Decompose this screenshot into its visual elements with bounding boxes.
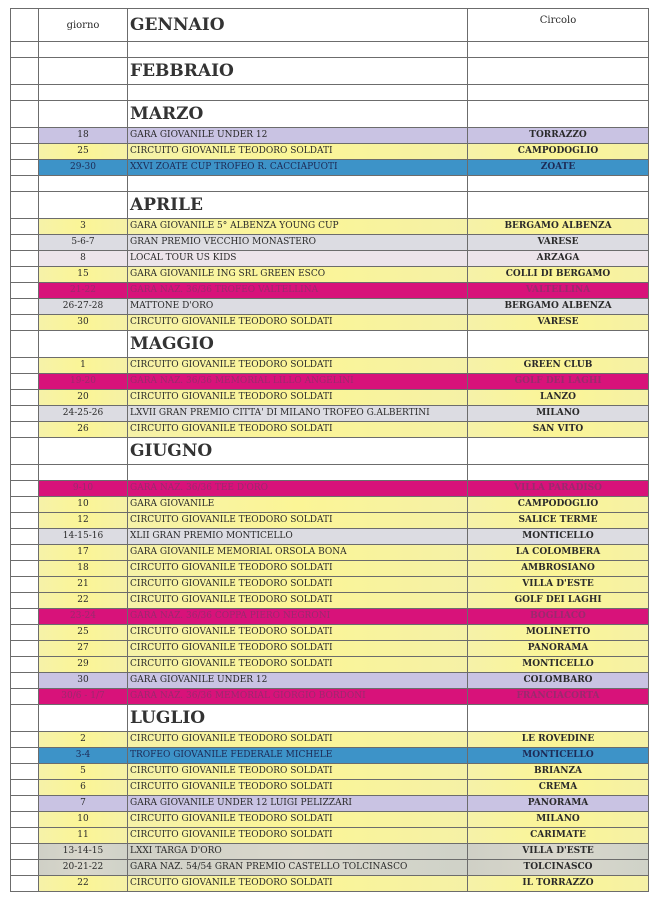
- empty-cell: [128, 42, 468, 58]
- event-day: 7: [39, 796, 128, 812]
- event-day: 12: [39, 513, 128, 529]
- event-row: [11, 235, 649, 251]
- event-club: IL TORRAZZO: [468, 876, 649, 892]
- empty-cell: [128, 85, 468, 101]
- event-club: MILANO: [468, 406, 649, 422]
- event-row: [11, 144, 649, 160]
- empty-cell: [11, 85, 39, 101]
- month-name: APRILE: [128, 192, 468, 219]
- event-name: CIRCUITO GIOVANILE TEODORO SOLDATI: [128, 812, 468, 828]
- event-name: MATTONE D'ORO: [128, 299, 468, 315]
- event-row: [11, 219, 649, 235]
- empty-cell: [39, 85, 128, 101]
- event-name: CIRCUITO GIOVANILE TEODORO SOLDATI: [128, 876, 468, 892]
- event-club: PANORAMA: [468, 796, 649, 812]
- empty-cell: [11, 593, 39, 609]
- empty-cell: [11, 144, 39, 160]
- empty-cell: [39, 42, 128, 58]
- event-name: CIRCUITO GIOVANILE TEODORO SOLDATI: [128, 657, 468, 673]
- event-day: 25: [39, 625, 128, 641]
- empty-cell: [11, 128, 39, 144]
- event-day: 20-21-22: [39, 860, 128, 876]
- event-row: [11, 267, 649, 283]
- event-name: CIRCUITO GIOVANILE TEODORO SOLDATI: [128, 422, 468, 438]
- event-club: VARESE: [468, 235, 649, 251]
- event-day: 22: [39, 876, 128, 892]
- event-club: VALTELLINA: [468, 283, 649, 299]
- event-day: 10: [39, 497, 128, 513]
- spacer-row: [11, 465, 649, 481]
- empty-cell: [11, 796, 39, 812]
- month-header-row: [11, 331, 649, 358]
- spacer-row: [11, 85, 649, 101]
- empty-cell: [11, 609, 39, 625]
- event-row: [11, 764, 649, 780]
- event-club: CAMPODOGLIO: [468, 497, 649, 513]
- event-day: 27: [39, 641, 128, 657]
- empty-cell: [11, 422, 39, 438]
- empty-cell: [11, 860, 39, 876]
- event-row: [11, 497, 649, 513]
- event-club: VARESE: [468, 315, 649, 331]
- event-club: VILLA D'ESTE: [468, 577, 649, 593]
- event-club: GOLF DEI LAGHI: [468, 593, 649, 609]
- event-row: [11, 625, 649, 641]
- event-name: XLII GRAN PREMIO MONTICELLO: [128, 529, 468, 545]
- event-day: 18: [39, 561, 128, 577]
- empty-cell: [11, 438, 39, 465]
- empty-cell: [11, 641, 39, 657]
- event-club: MOLINETTO: [468, 625, 649, 641]
- event-row: [11, 481, 649, 497]
- event-day: 22: [39, 593, 128, 609]
- event-name: LOCAL TOUR US KIDS: [128, 251, 468, 267]
- event-club: ZOATE: [468, 160, 649, 176]
- event-name: CIRCUITO GIOVANILE TEODORO SOLDATI: [128, 625, 468, 641]
- event-club: BERGAMO ALBENZA: [468, 299, 649, 315]
- event-row: [11, 609, 649, 625]
- event-club: ARZAGA: [468, 251, 649, 267]
- event-day: 3-4: [39, 748, 128, 764]
- event-row: [11, 299, 649, 315]
- event-day: 6: [39, 780, 128, 796]
- empty-cell: [11, 176, 39, 192]
- event-name: LXVII GRAN PREMIO CITTA' DI MILANO TROFEO G.ALBERTINI: [128, 406, 468, 422]
- event-day: 26-27-28: [39, 299, 128, 315]
- event-row: [11, 529, 649, 545]
- empty-cell: [11, 732, 39, 748]
- empty-cell: [11, 689, 39, 705]
- month-name: MAGGIO: [128, 331, 468, 358]
- empty-cell: [468, 42, 649, 58]
- event-name: CIRCUITO GIOVANILE TEODORO SOLDATI: [128, 577, 468, 593]
- empty-cell: [39, 705, 128, 732]
- event-row: [11, 390, 649, 406]
- empty-cell: [11, 465, 39, 481]
- empty-cell: [11, 481, 39, 497]
- empty-cell: [11, 235, 39, 251]
- empty-cell: [39, 176, 128, 192]
- empty-cell: [11, 764, 39, 780]
- event-day: 19-20: [39, 374, 128, 390]
- event-day: 21: [39, 577, 128, 593]
- event-row: [11, 513, 649, 529]
- event-row: [11, 812, 649, 828]
- event-row: [11, 673, 649, 689]
- empty-cell: [39, 331, 128, 358]
- empty-cell: [11, 673, 39, 689]
- event-row: [11, 780, 649, 796]
- month-header-row: [11, 58, 649, 85]
- event-name: CIRCUITO GIOVANILE TEODORO SOLDATI: [128, 593, 468, 609]
- empty-cell: [468, 192, 649, 219]
- empty-cell: [11, 876, 39, 892]
- empty-cell: [39, 465, 128, 481]
- empty-cell: [11, 748, 39, 764]
- event-club: TOLCINASCO: [468, 860, 649, 876]
- empty-cell: [11, 9, 39, 42]
- month-header-row: [11, 438, 649, 465]
- empty-cell: [11, 497, 39, 513]
- event-name: GARA GIOVANILE UNDER 12: [128, 673, 468, 689]
- month-header-row: [11, 192, 649, 219]
- empty-cell: [11, 513, 39, 529]
- empty-cell: [11, 42, 39, 58]
- event-club: BERGAMO ALBENZA: [468, 219, 649, 235]
- event-club: SAN VITO: [468, 422, 649, 438]
- empty-cell: [11, 331, 39, 358]
- event-name: XXVI ZOATE CUP TROFEO R. CACCIAPUOTI: [128, 160, 468, 176]
- event-row: [11, 251, 649, 267]
- event-club: MILANO: [468, 812, 649, 828]
- event-day: 26: [39, 422, 128, 438]
- event-club: AMBROSIANO: [468, 561, 649, 577]
- event-club: MONTICELLO: [468, 657, 649, 673]
- month-header-row: [11, 101, 649, 128]
- empty-cell: [11, 219, 39, 235]
- event-name: TROFEO GIOVANILE FEDERALE MICHELE: [128, 748, 468, 764]
- event-row: [11, 160, 649, 176]
- month-name: MARZO: [128, 101, 468, 128]
- empty-cell: [39, 438, 128, 465]
- event-club: SALICE TERME: [468, 513, 649, 529]
- empty-cell: [11, 374, 39, 390]
- event-club: COLLI DI BERGAMO: [468, 267, 649, 283]
- event-name: CIRCUITO GIOVANILE TEODORO SOLDATI: [128, 513, 468, 529]
- event-row: [11, 641, 649, 657]
- event-name: GARA NAZ. 36/36 MEMORIAL LILLO ANGELINI: [128, 374, 468, 390]
- event-name: GARA NAZ. 36/36 COPPA PIERO NEGRONI: [128, 609, 468, 625]
- spacer-row: [11, 42, 649, 58]
- event-name: CIRCUITO GIOVANILE TEODORO SOLDATI: [128, 561, 468, 577]
- month-name: GENNAIO: [128, 9, 468, 42]
- event-row: [11, 545, 649, 561]
- empty-cell: [468, 331, 649, 358]
- event-club: CREMA: [468, 780, 649, 796]
- event-name: CIRCUITO GIOVANILE TEODORO SOLDATI: [128, 390, 468, 406]
- column-header-circolo: Circolo: [468, 9, 649, 42]
- empty-cell: [11, 780, 39, 796]
- event-day: 21-22: [39, 283, 128, 299]
- column-header-giorno: giorno: [39, 9, 128, 42]
- empty-cell: [11, 529, 39, 545]
- empty-cell: [11, 160, 39, 176]
- empty-cell: [468, 101, 649, 128]
- event-name: CIRCUITO GIOVANILE TEODORO SOLDATI: [128, 780, 468, 796]
- event-row: [11, 577, 649, 593]
- empty-cell: [11, 192, 39, 219]
- empty-cell: [128, 176, 468, 192]
- event-name: CIRCUITO GIOVANILE TEODORO SOLDATI: [128, 732, 468, 748]
- empty-cell: [39, 192, 128, 219]
- event-club: BOGLIACO: [468, 609, 649, 625]
- event-club: VILLA PARADISO: [468, 481, 649, 497]
- month-name: FEBBRAIO: [128, 58, 468, 85]
- event-name: GARA GIOVANILE ING SRL GREEN ESCO: [128, 267, 468, 283]
- empty-cell: [11, 315, 39, 331]
- empty-cell: [128, 465, 468, 481]
- event-row: [11, 315, 649, 331]
- event-day: 5-6-7: [39, 235, 128, 251]
- empty-cell: [11, 299, 39, 315]
- event-club: VILLA D'ESTE: [468, 844, 649, 860]
- event-row: [11, 374, 649, 390]
- empty-cell: [11, 358, 39, 374]
- event-row: [11, 593, 649, 609]
- event-name: CIRCUITO GIOVANILE TEODORO SOLDATI: [128, 144, 468, 160]
- event-name: GARA GIOVANILE MEMORIAL ORSOLA BONA: [128, 545, 468, 561]
- event-day: 2: [39, 732, 128, 748]
- event-day: 29: [39, 657, 128, 673]
- empty-cell: [11, 545, 39, 561]
- event-day: 24-25-26: [39, 406, 128, 422]
- event-club: GOLF DEI LAGHI: [468, 374, 649, 390]
- event-row: [11, 283, 649, 299]
- event-name: CIRCUITO GIOVANILE TEODORO SOLDATI: [128, 315, 468, 331]
- event-row: [11, 748, 649, 764]
- empty-cell: [468, 465, 649, 481]
- event-name: GARA NAZ. 36/36 TEE D'ORO: [128, 481, 468, 497]
- empty-cell: [468, 58, 649, 85]
- empty-cell: [11, 657, 39, 673]
- event-row: [11, 689, 649, 705]
- event-day: 15: [39, 267, 128, 283]
- event-name: GARA NAZ. 54/54 GRAN PREMIO CASTELLO TOLCINASCO: [128, 860, 468, 876]
- event-club: BRIANZA: [468, 764, 649, 780]
- event-club: LE ROVEDINE: [468, 732, 649, 748]
- event-name: GARA GIOVANILE: [128, 497, 468, 513]
- event-row: [11, 796, 649, 812]
- event-name: GARA GIOVANILE UNDER 12: [128, 128, 468, 144]
- event-name: GARA NAZ. 36/36 MEMORIAL GIORGIO BORDONI: [128, 689, 468, 705]
- event-row: [11, 561, 649, 577]
- event-day: 30: [39, 315, 128, 331]
- event-club: FRANCIACORTA: [468, 689, 649, 705]
- event-club: CAMPODOGLIO: [468, 144, 649, 160]
- event-club: MONTICELLO: [468, 529, 649, 545]
- empty-cell: [11, 828, 39, 844]
- event-day: 14-15-16: [39, 529, 128, 545]
- event-row: [11, 406, 649, 422]
- empty-cell: [11, 705, 39, 732]
- event-name: GARA GIOVANILE UNDER 12 LUIGI PELIZZARI: [128, 796, 468, 812]
- event-day: 23-24: [39, 609, 128, 625]
- empty-cell: [468, 176, 649, 192]
- event-row: [11, 422, 649, 438]
- event-club: GREEN CLUB: [468, 358, 649, 374]
- spacer-row: [11, 176, 649, 192]
- event-row: [11, 860, 649, 876]
- empty-cell: [11, 561, 39, 577]
- event-club: TORRAZZO: [468, 128, 649, 144]
- event-row: [11, 657, 649, 673]
- event-club: COLOMBARO: [468, 673, 649, 689]
- empty-cell: [468, 705, 649, 732]
- event-day: 20: [39, 390, 128, 406]
- event-club: LA COLOMBERA: [468, 545, 649, 561]
- event-day: 1: [39, 358, 128, 374]
- event-day: 17: [39, 545, 128, 561]
- month-header-row: [11, 705, 649, 732]
- event-row: [11, 358, 649, 374]
- event-club: MONTICELLO: [468, 748, 649, 764]
- empty-cell: [468, 85, 649, 101]
- event-name: GRAN PREMIO VECCHIO MONASTERO: [128, 235, 468, 251]
- event-day: 29-30: [39, 160, 128, 176]
- event-name: LXXI TARGA D'ORO: [128, 844, 468, 860]
- empty-cell: [11, 58, 39, 85]
- event-name: CIRCUITO GIOVANILE TEODORO SOLDATI: [128, 828, 468, 844]
- month-name: LUGLIO: [128, 705, 468, 732]
- event-day: 10: [39, 812, 128, 828]
- event-day: 13-14-15: [39, 844, 128, 860]
- event-club: LANZO: [468, 390, 649, 406]
- month-header-row: [11, 9, 649, 42]
- event-name: GARA NAZ. 36/36 TROFEO VALTELLINA: [128, 283, 468, 299]
- empty-cell: [11, 625, 39, 641]
- event-day: 11: [39, 828, 128, 844]
- empty-cell: [39, 101, 128, 128]
- empty-cell: [11, 283, 39, 299]
- empty-cell: [39, 58, 128, 85]
- event-row: [11, 128, 649, 144]
- month-name: GIUGNO: [128, 438, 468, 465]
- calendar-table: [10, 8, 649, 892]
- event-name: CIRCUITO GIOVANILE TEODORO SOLDATI: [128, 641, 468, 657]
- event-day: 9-10: [39, 481, 128, 497]
- event-day: 30/6 - 1/7: [39, 689, 128, 705]
- event-name: GARA GIOVANILE 5° ALBENZA YOUNG CUP: [128, 219, 468, 235]
- event-row: [11, 876, 649, 892]
- event-day: 5: [39, 764, 128, 780]
- event-day: 8: [39, 251, 128, 267]
- empty-cell: [468, 438, 649, 465]
- event-row: [11, 844, 649, 860]
- event-row: [11, 828, 649, 844]
- empty-cell: [11, 390, 39, 406]
- event-day: 30: [39, 673, 128, 689]
- event-name: CIRCUITO GIOVANILE TEODORO SOLDATI: [128, 764, 468, 780]
- event-row: [11, 732, 649, 748]
- event-name: CIRCUITO GIOVANILE TEODORO SOLDATI: [128, 358, 468, 374]
- empty-cell: [11, 577, 39, 593]
- event-day: 25: [39, 144, 128, 160]
- empty-cell: [11, 844, 39, 860]
- empty-cell: [11, 267, 39, 283]
- event-day: 3: [39, 219, 128, 235]
- empty-cell: [11, 812, 39, 828]
- empty-cell: [11, 251, 39, 267]
- empty-cell: [11, 406, 39, 422]
- event-day: 18: [39, 128, 128, 144]
- event-club: PANORAMA: [468, 641, 649, 657]
- event-club: CARIMATE: [468, 828, 649, 844]
- empty-cell: [11, 101, 39, 128]
